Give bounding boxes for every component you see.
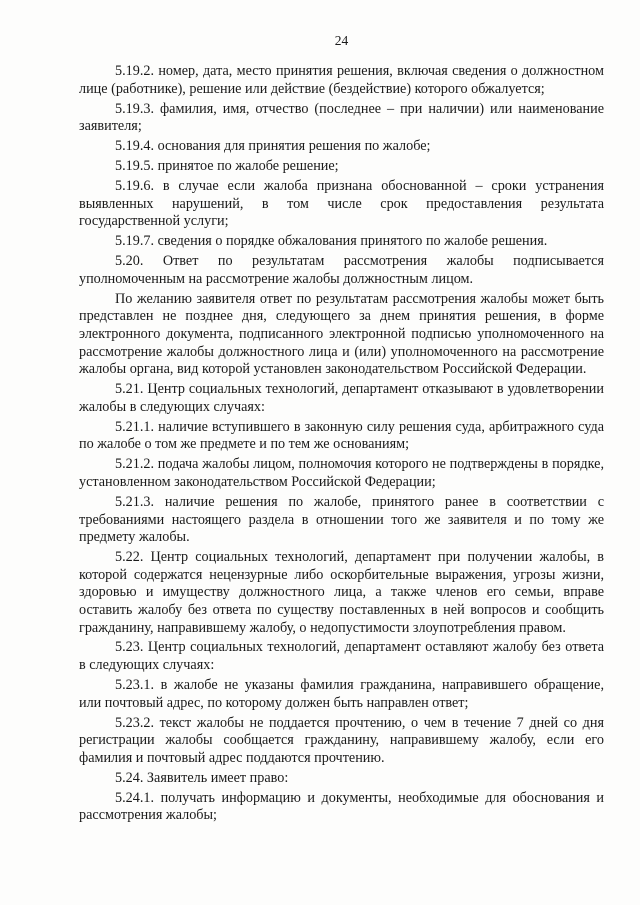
- paragraph-5-20-response-form: По желанию заявителя ответ по результатам рассмотрения жалобы может быть представлен не позднее дня, следующего за днем принятия решения, в форме электронного документа, подписанного электронной подписью уполномоченного на рассмотрение жалобы должностного лица и (или) уполномоченного на рассмотрение жалобы органа, вид которой установлен законодательством Российской Федерации.: [79, 290, 604, 378]
- paragraph-5-21: 5.21. Центр социальных технологий, департамент отказывают в удовлетворении жалобы в следующих случаях:: [79, 381, 604, 415]
- paragraph-5-23-1: 5.23.1. в жалобе не указаны фамилия гражданина, направившего обращение, или почтовый адрес, по которому должен быть направлен ответ;: [79, 677, 604, 711]
- paragraph-5-22: 5.22. Центр социальных технологий, департамент при получении жалобы, в которой содержатся нецензурные либо оскорбительные выражения, угрозы жизни, здоровью и имуществу должностного лица, а также членов его семьи, вправе оставить жалобу без ответа по существу поставленных в ней вопросов и сообщить гражданину, направившему жалобу, о недопустимости злоупотребления правом.: [79, 549, 604, 636]
- paragraph-5-19-5: 5.19.5. принятое по жалобе решение;: [115, 158, 339, 175]
- page-number: 24: [334, 33, 349, 48]
- paragraph-5-19-4: 5.19.4. основания для принятия решения по жалобе;: [115, 138, 431, 155]
- paragraph-5-19-7: 5.19.7. сведения о порядке обжалования принятого по жалобе решения.: [115, 233, 548, 250]
- paragraph-5-21-2: 5.21.2. подача жалобы лицом, полномочия которого не подтверждены в порядке, установленном законодательством Российской Федерации;: [79, 456, 604, 490]
- paragraph-5-20: 5.20. Ответ по результатам рассмотрения жалобы подписывается уполномоченным на рассмотрение жалобы должностным лицом.: [79, 253, 604, 287]
- paragraph-5-21-1: 5.21.1. наличие вступившего в законную силу решения суда, арбитражного суда по жалобе о том же предмете и по тем же основаниям;: [79, 418, 604, 453]
- paragraph-5-19-2: 5.19.2. номер, дата, место принятия решения, включая сведения о должностном лице (работнике), решение или действие (бездействие) которого обжалуется;: [79, 63, 604, 97]
- paragraph-5-19-3: 5.19.3. фамилия, имя, отчество (последнее – при наличии) или наименование заявителя;: [79, 100, 604, 135]
- paragraph-5-24-1: 5.24.1. получать информацию и документы, необходимые для обоснования и рассмотрения жалобы;: [79, 789, 604, 824]
- paragraph-5-24: 5.24. Заявитель имеет право:: [115, 769, 289, 786]
- paragraph-5-23: 5.23. Центр социальных технологий, департамент оставляют жалобу без ответа в следующих случаях:: [79, 639, 604, 674]
- paragraph-5-23-2: 5.23.2. текст жалобы не поддается прочтению, о чем в течение 7 дней со дня регистрации жалобы сообщается гражданину, направившему жалобу, если его фамилия и почтовый адрес поддаются прочтению.: [79, 714, 604, 766]
- paragraph-5-19-6: 5.19.6. в случае если жалоба признана обоснованной – сроки устранения выявленных нарушений, в том числе срок предоставления результата государственной услуги;: [79, 178, 604, 230]
- paragraph-5-21-3: 5.21.3. наличие решения по жалобе, принятого ранее в соответствии с требованиями настоящего раздела в отношении того же заявителя и по тому же предмету жалобы.: [79, 493, 604, 546]
